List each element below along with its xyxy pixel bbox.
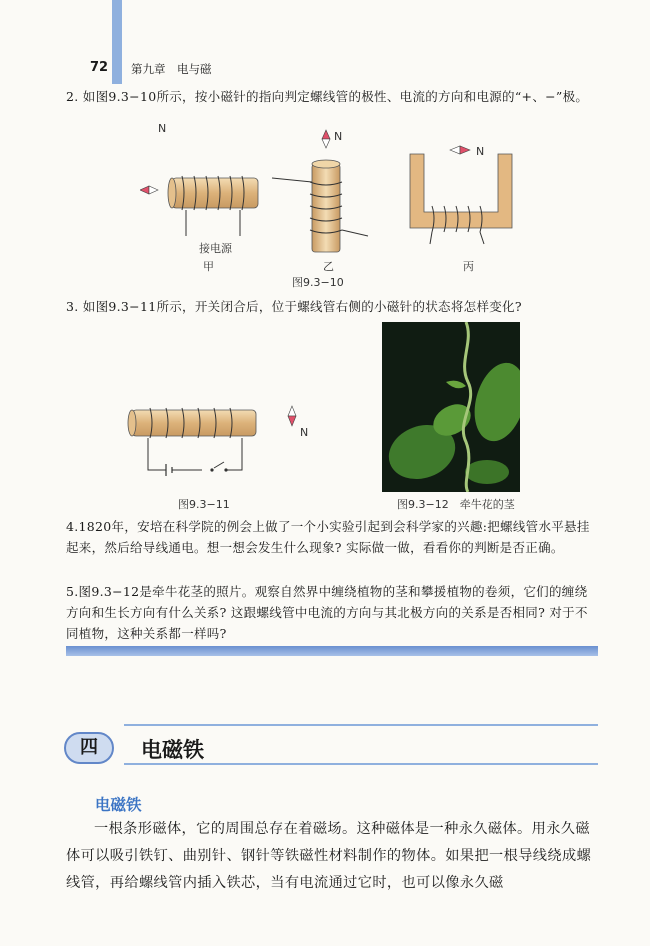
needle-yi xyxy=(322,130,330,148)
needle-bing xyxy=(450,146,470,154)
page-number: 72 xyxy=(90,60,109,75)
question-4-text: 4.1820年，安培在科学院的例会上做了一个小实验引起到会科学家的兴趣:把螺线管水平悬挂起来，然后给导线通电。想一想会发生什么现象? 实际做一做，看看你的判断是否正确。 xyxy=(66,519,590,555)
needle-n-label-yi: N xyxy=(334,130,343,143)
question-3-text: 3. 如图9.3−11所示，开关闭合后，位于螺线管右侧的小磁针的状态将怎样变化? xyxy=(66,299,522,314)
solenoid-bing xyxy=(410,146,512,244)
solenoid-yi xyxy=(272,130,368,252)
label-jia: 甲 xyxy=(203,260,214,273)
section-rule-top xyxy=(124,724,598,726)
needle-n-label-jia: N xyxy=(158,122,167,135)
subheading: 电磁铁 xyxy=(95,796,142,814)
figure-9-3-11-caption: 图9.3−11 xyxy=(178,498,230,511)
label-connect-power: 接电源 xyxy=(199,242,232,255)
figure-9-3-10-caption: 图9.3−10 xyxy=(292,276,344,289)
needle-n-label-fig-11: N xyxy=(300,426,309,439)
question-5-text: 5.图9.3−12是牵牛花茎的照片。观察自然界中缠绕植物的茎和攀援植物的卷须，它们的缠绕方向和生长方向有什么关系? 这跟螺线管中电流的方向与其北极方向的关系是否相同? 对于不同植物，这种关系都一样吗? xyxy=(66,584,588,641)
chapter-title: 第九章 电与磁 xyxy=(131,62,212,76)
label-bing: 丙 xyxy=(463,260,474,273)
figure-9-3-12-caption: 图9.3−12 牵牛花的茎 xyxy=(397,498,515,511)
needle-jia xyxy=(140,186,158,194)
needle-n-label-bing: N xyxy=(476,145,485,158)
morning-glory-stem-photo xyxy=(382,322,520,492)
label-yi: 乙 xyxy=(323,260,334,273)
header-side-bar xyxy=(112,0,122,84)
section-body-text: 一根条形磁体，它的周围总存在着磁场。这种磁体是一种永久磁体。用永久磁体可以吸引铁钉、曲别针、钢针等铁磁性材料制作的物体。如果把一根导线绕成螺线管，再给螺线管内插入铁芯，当有电流通过它时，也可以像永久磁 xyxy=(66,821,592,891)
figure-9-3-11 xyxy=(126,400,326,484)
section-divider-band xyxy=(66,646,598,656)
section-number-badge: 四 xyxy=(64,732,114,764)
needle-fig-11 xyxy=(288,406,296,426)
section-title: 电磁铁 xyxy=(141,738,204,762)
solenoid-jia xyxy=(140,176,258,236)
question-2-text: 2. 如图9.3−10所示，按小磁针的指向判定螺线管的极性、电流的方向和电源的“+、−”极。 xyxy=(66,89,589,104)
